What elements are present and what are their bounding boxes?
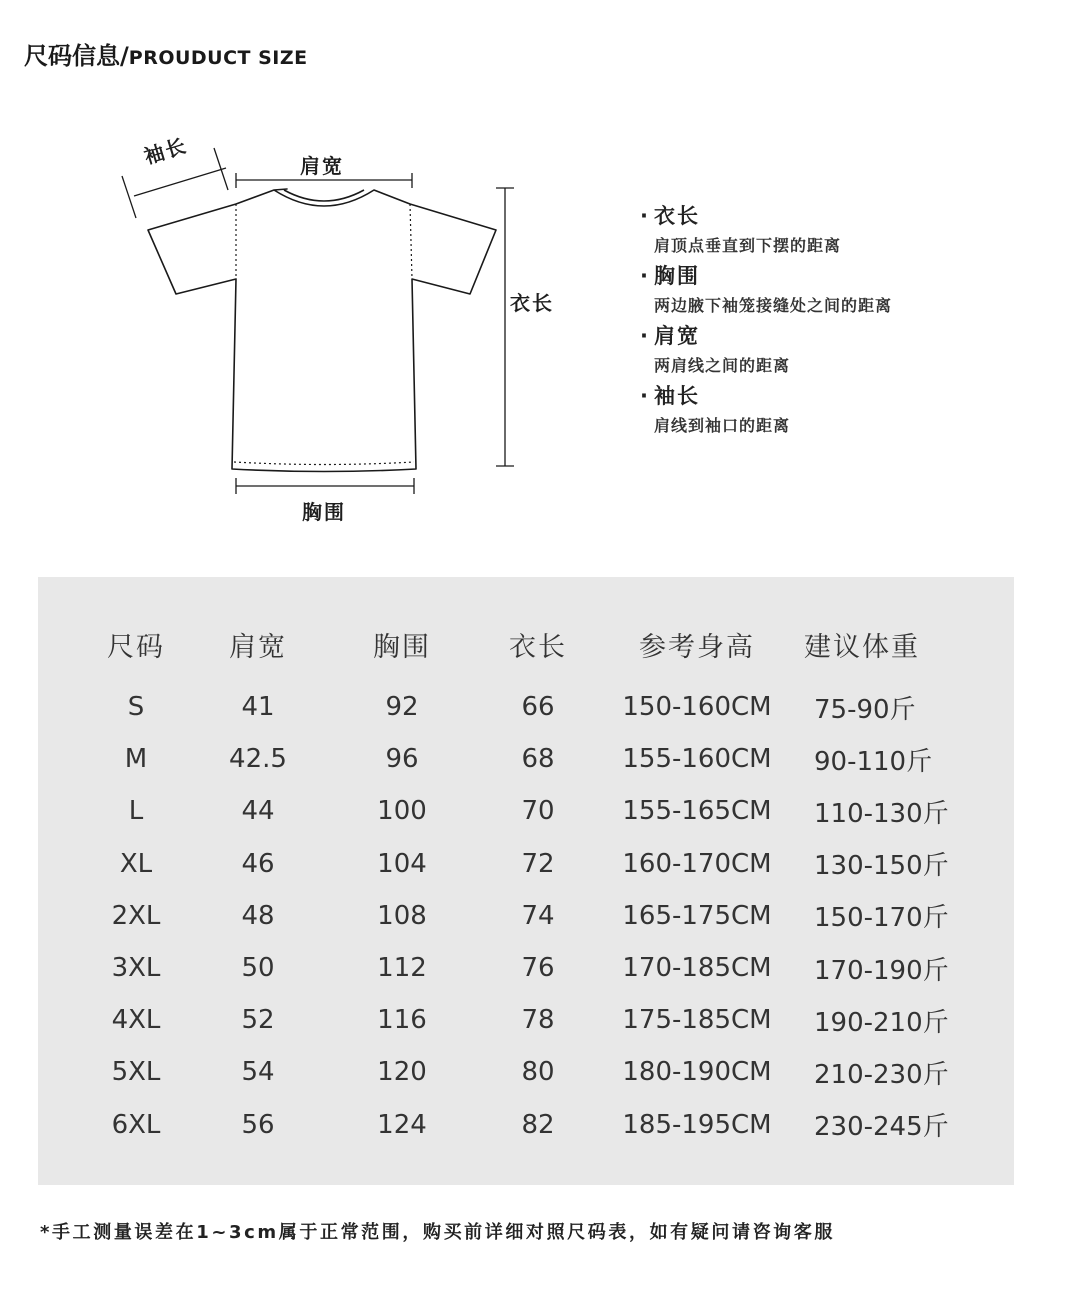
cell-weight: 75-90斤	[814, 694, 916, 725]
sleeve-measure-line	[134, 168, 226, 196]
cell-chest: 112	[377, 953, 427, 984]
cell-height: 165-175CM	[622, 900, 772, 931]
cell-shoulder: 48	[241, 900, 275, 931]
cell-size: L	[128, 796, 144, 827]
legend-title: 肩宽	[654, 324, 700, 348]
cell-height: 150-160CM	[622, 692, 772, 723]
cell-size: 4XL	[111, 1005, 161, 1036]
legend-title: 胸围	[654, 264, 700, 288]
sleeve-label: 袖长	[141, 132, 191, 169]
legend-bullet: ·	[640, 264, 650, 288]
cell-size: 5XL	[111, 1057, 161, 1088]
cell-height: 155-165CM	[622, 796, 772, 827]
cell-shoulder: 44	[241, 796, 275, 827]
table-row	[78, 994, 970, 1046]
cell-length: 72	[521, 848, 555, 879]
cell-shoulder: 50	[241, 953, 275, 984]
cell-chest: 100	[377, 796, 427, 827]
cell-length: 80	[521, 1057, 555, 1088]
legend-item-shoulder	[640, 320, 1060, 380]
header-size: 尺码	[107, 631, 165, 663]
cell-height: 175-185CM	[622, 1005, 772, 1036]
cell-length: 74	[521, 900, 555, 931]
legend-bullet: ·	[640, 384, 650, 408]
cell-length: 82	[521, 1109, 555, 1140]
cell-size: 6XL	[111, 1109, 161, 1140]
header-shoulder: 肩宽	[229, 631, 287, 663]
tshirt-hem	[234, 462, 414, 465]
header-weight: 建议体重	[804, 631, 920, 663]
legend-item-sleeve	[640, 380, 1060, 440]
cell-length: 76	[521, 953, 555, 984]
cell-shoulder: 52	[241, 1005, 275, 1036]
page-title-en: PROUDUCT SIZE	[128, 47, 308, 69]
size-table-panel	[38, 577, 1014, 1185]
page-title-cn: 尺码信息	[24, 42, 120, 70]
table-row	[78, 1099, 970, 1151]
cell-chest: 116	[377, 1005, 427, 1036]
cell-weight: 90-110斤	[814, 746, 933, 777]
table-row	[78, 681, 970, 733]
cell-size: S	[127, 692, 145, 723]
tshirt-outline	[148, 189, 496, 472]
cell-height: 160-170CM	[622, 848, 772, 879]
cell-size: XL	[119, 848, 153, 879]
legend-bullet: ·	[640, 204, 650, 228]
cell-weight: 230-245斤	[814, 1112, 949, 1143]
legend-desc: 两肩线之间的距离	[654, 356, 791, 375]
cell-height: 180-190CM	[622, 1057, 772, 1088]
legend-item-length	[640, 200, 1060, 260]
legend-desc: 肩线到袖口的距离	[654, 416, 791, 435]
table-header-row	[78, 607, 970, 681]
cell-chest: 124	[377, 1109, 427, 1140]
cell-length: 66	[521, 692, 555, 723]
cell-weight: 150-170斤	[814, 903, 949, 934]
size-table	[78, 607, 970, 1151]
cell-chest: 104	[377, 848, 427, 879]
table-row	[78, 942, 970, 994]
cell-weight: 210-230斤	[814, 1059, 949, 1090]
cell-chest: 96	[385, 744, 419, 775]
header-height: 参考身高	[639, 631, 755, 663]
tshirt-collar	[284, 190, 364, 201]
cell-shoulder: 54	[241, 1057, 275, 1088]
cell-weight: 110-130斤	[814, 798, 949, 829]
cell-chest: 120	[377, 1057, 427, 1088]
header-chest: 胸围	[373, 631, 431, 663]
cell-height: 155-160CM	[622, 744, 772, 775]
legend-desc: 肩顶点垂直到下摆的距离	[654, 236, 842, 255]
cell-height: 185-195CM	[622, 1109, 772, 1140]
shoulder-label: 肩宽	[300, 154, 344, 178]
cell-height: 170-185CM	[622, 953, 772, 984]
table-row	[78, 733, 970, 785]
legend-title: 衣长	[654, 204, 700, 228]
cell-chest: 108	[377, 900, 427, 931]
legend-bullet: ·	[640, 324, 650, 348]
cell-weight: 130-150斤	[814, 851, 949, 882]
cell-shoulder: 56	[241, 1109, 275, 1140]
cell-length: 78	[521, 1005, 555, 1036]
cell-size: 2XL	[111, 900, 161, 931]
cell-chest: 92	[385, 692, 419, 723]
table-row	[78, 890, 970, 942]
cell-size: 3XL	[111, 953, 161, 984]
legend-item-chest	[640, 260, 1060, 320]
length-label: 衣长	[510, 291, 554, 315]
armhole-seam-right	[410, 204, 412, 279]
cell-length: 70	[521, 796, 555, 827]
measurement-legend	[640, 200, 1060, 440]
footnote: *手工测量误差在1~3cm属于正常范围，购买前详细对照尺码表，如有疑问请咨询客服	[40, 1222, 835, 1243]
table-row	[78, 1046, 970, 1098]
legend-title: 袖长	[654, 384, 700, 408]
cell-shoulder: 46	[241, 848, 275, 879]
table-row	[78, 785, 970, 837]
header-length: 衣长	[509, 631, 567, 663]
cell-weight: 190-210斤	[814, 1007, 949, 1038]
legend-desc: 两边腋下袖笼接缝处之间的距离	[654, 296, 893, 315]
cell-length: 68	[521, 744, 555, 775]
table-row	[78, 838, 970, 890]
cell-weight: 170-190斤	[814, 955, 949, 986]
chest-label: 胸围	[302, 500, 346, 524]
cell-size: M	[124, 744, 148, 775]
title-separator: /	[120, 42, 129, 70]
cell-shoulder: 41	[241, 692, 275, 723]
cell-shoulder: 42.5	[229, 744, 287, 775]
